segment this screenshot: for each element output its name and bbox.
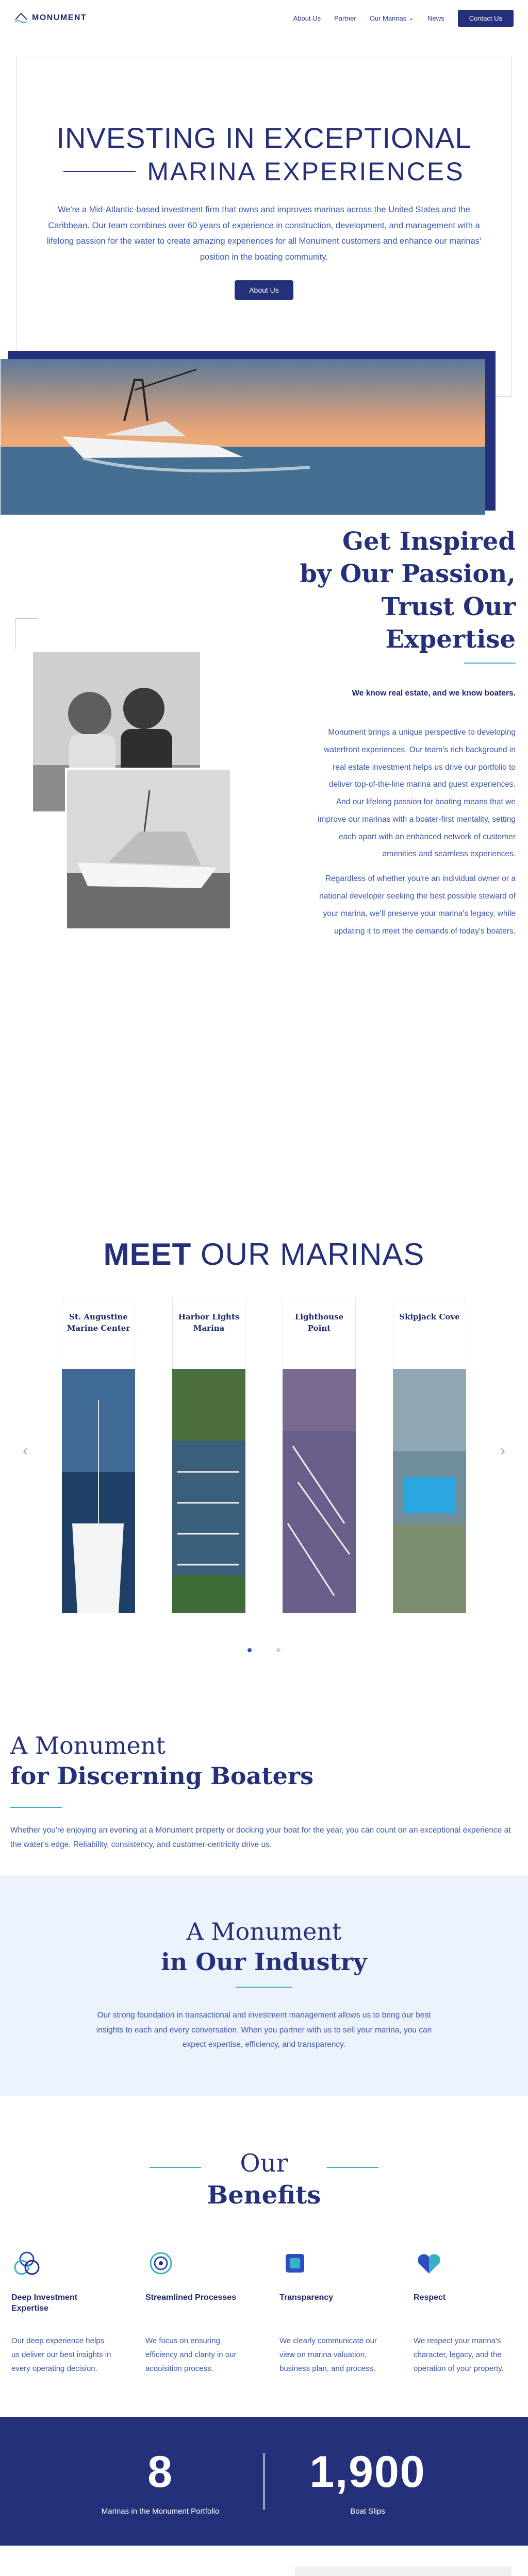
hero-subtitle: MARINA EXPERIENCES <box>147 157 465 186</box>
benefit-item <box>414 2248 517 2376</box>
marina-card-image <box>283 1369 356 1613</box>
benefit-title: Respect <box>414 2293 446 2302</box>
marinas-title-bold: MEET <box>103 1237 192 1272</box>
waterfront-image <box>295 2566 512 2576</box>
benefit-title: Deep Investment Expertise <box>11 2293 78 2313</box>
marina-card-name: St. Augustine Marine Center <box>62 1298 135 1369</box>
benefits-title <box>0 2147 528 2212</box>
nav-partner[interactable]: Partner <box>334 14 356 22</box>
heart-icon <box>414 2248 444 2279</box>
inspired-title-bold2: Expertise <box>385 625 516 654</box>
benefit-item <box>279 2248 383 2376</box>
marinas-section <box>0 1236 528 1700</box>
main-nav <box>293 10 514 27</box>
inspired-paragraph-2: Regardless of whether you're an individual owner or a national developer seeking the best possible steward of your marina, we'll preserve your marina's legacy, while updating it to meet the demands of today's boaters. <box>319 874 516 936</box>
chevron-right-icon[interactable]: › <box>500 1442 505 1459</box>
inspired-paragraph-1: Monument brings a unique perspective to developing waterfront experiences. Our team's rich background in real estate investment helps us drive our portfolio to deliver top-of-the-line marina and guest experiences. And our lifelong passion for boating means that we improve our marinas with a boater-first mentality, setting each apart with an enhanced network of customer amenities and seamless experiences. <box>318 728 516 859</box>
divider <box>327 2167 378 2168</box>
divider <box>10 1807 62 1808</box>
discerning-title-line: A Monument <box>10 1732 166 1759</box>
chevron-left-icon[interactable]: ‹ <box>23 1442 28 1459</box>
benefits-title-bold: Benefits <box>207 2181 321 2210</box>
industry-section <box>0 1875 528 2096</box>
marina-card[interactable] <box>172 1298 245 1613</box>
industry-title-bold: in Our Industry <box>161 1947 367 1976</box>
inspired-section <box>0 526 528 1221</box>
circles-icon <box>11 2248 42 2279</box>
marinas-title-rest: OUR MARINAS <box>200 1237 425 1272</box>
benefits-section <box>0 2147 528 2376</box>
carousel-dot[interactable] <box>248 1648 252 1652</box>
stat-label: Boat Slips <box>350 2506 385 2516</box>
hero-text: We're a Mid-Atlantic-based investment firm that owns and improves marinas across the United States and the Caribbean. Our team combines over 60 years of experience in construction, development, and management with a lifelong passion for the water to create amazing experiences for all Monument customers and enhance our marinas' position in the boating community. <box>46 205 482 262</box>
inspired-title-line1: Get Inspired <box>342 527 516 556</box>
stat-item <box>57 2447 263 2516</box>
logo-icon <box>14 12 28 24</box>
benefit-item <box>11 2248 114 2376</box>
benefit-text: We respect your marina's character, legacy, and the operation of your property. <box>414 2336 504 2373</box>
marinas-title <box>0 1236 528 1272</box>
nav-about[interactable]: About Us <box>293 14 321 22</box>
marina-card[interactable] <box>62 1298 135 1613</box>
nav-marinas[interactable] <box>370 14 414 22</box>
marina-card[interactable] <box>283 1298 356 1613</box>
divider <box>150 2167 201 2168</box>
target-icon <box>145 2248 176 2279</box>
hero-title: INVESTING IN EXCEPTIONAL <box>56 122 472 154</box>
hero-boat-image <box>1 359 485 515</box>
marina-card-name: Harbor Lights Marina <box>172 1298 245 1369</box>
contact-button[interactable]: Contact Us <box>458 10 514 27</box>
benefit-text: We focus on ensuring efficiency and clarity in our acquisition process. <box>145 2336 237 2373</box>
discerning-section <box>0 1731 528 1853</box>
stats-band <box>0 2417 528 2546</box>
divider <box>63 171 136 172</box>
carousel-dots <box>0 1648 528 1652</box>
industry-text: Our strong foundation in transactional and investment management allows us to bring our best insights to each and every conversation. When you partner with us to sell your marina, you can expect expertise, efficiency, and transparency. <box>96 2010 432 2049</box>
industry-title <box>0 1917 528 1977</box>
logo[interactable] <box>14 12 87 24</box>
nav-news[interactable]: News <box>427 14 444 22</box>
benefit-text: Our deep experience helps us deliver our best insights in every operating decision. <box>11 2336 111 2373</box>
divider <box>236 1987 292 1988</box>
square-icon <box>279 2248 310 2279</box>
stat-number: 1,900 <box>309 2447 426 2497</box>
inspired-title-line2: by Our Passion, <box>300 560 516 589</box>
site-header <box>0 0 528 36</box>
hero <box>16 57 512 397</box>
marina-card[interactable] <box>393 1298 466 1613</box>
discerning-title <box>10 1731 518 1791</box>
marina-card-image <box>393 1369 466 1613</box>
marina-card-name: Skipjack Cove <box>393 1298 466 1369</box>
chevron-down-icon: ⌄ <box>408 14 415 22</box>
carousel-dot[interactable] <box>276 1648 280 1652</box>
waterfront-section <box>0 2546 528 2576</box>
benefits-title-line: Our <box>240 2149 288 2178</box>
marina-carousel <box>0 1298 528 1700</box>
stat-label: Marinas in the Monument Portfolio <box>101 2506 220 2516</box>
decorative-bracket <box>15 618 38 649</box>
benefit-text: We clearly communicate our view on marina valuation, business plan, and process. <box>279 2336 377 2373</box>
inspired-title-bold1: Trust Our <box>381 592 516 621</box>
logo-text: MONUMENT <box>32 13 87 22</box>
benefit-title: Streamlined Processes <box>145 2293 237 2302</box>
inspired-text <box>315 724 516 940</box>
stat-item <box>265 2447 471 2516</box>
benefit-title: Transparency <box>279 2293 334 2302</box>
discerning-title-bold: for Discerning Boaters <box>10 1761 314 1790</box>
marina-card-image <box>62 1369 135 1613</box>
marina-card-name: Lighthouse Point <box>283 1298 356 1369</box>
nav-marinas-label: Our Marinas <box>369 14 407 22</box>
industry-title-line: A Monument <box>186 1918 342 1946</box>
about-us-button[interactable]: About Us <box>235 280 293 300</box>
inspired-title <box>300 526 516 656</box>
yacht-photo <box>65 768 232 930</box>
marina-card-image <box>172 1369 245 1613</box>
stat-number: 8 <box>147 2447 173 2497</box>
benefit-item <box>145 2248 249 2376</box>
inspired-bold-text: We know real estate, and we know boaters. <box>352 689 516 698</box>
discerning-text: Whether you're enjoying an evening at a Monument property or docking your boat for the year, you can count on an exceptional experience at the water's edge. Reliability, consistency, and customer-centricity drive us. <box>10 1825 511 1850</box>
divider <box>464 663 516 664</box>
